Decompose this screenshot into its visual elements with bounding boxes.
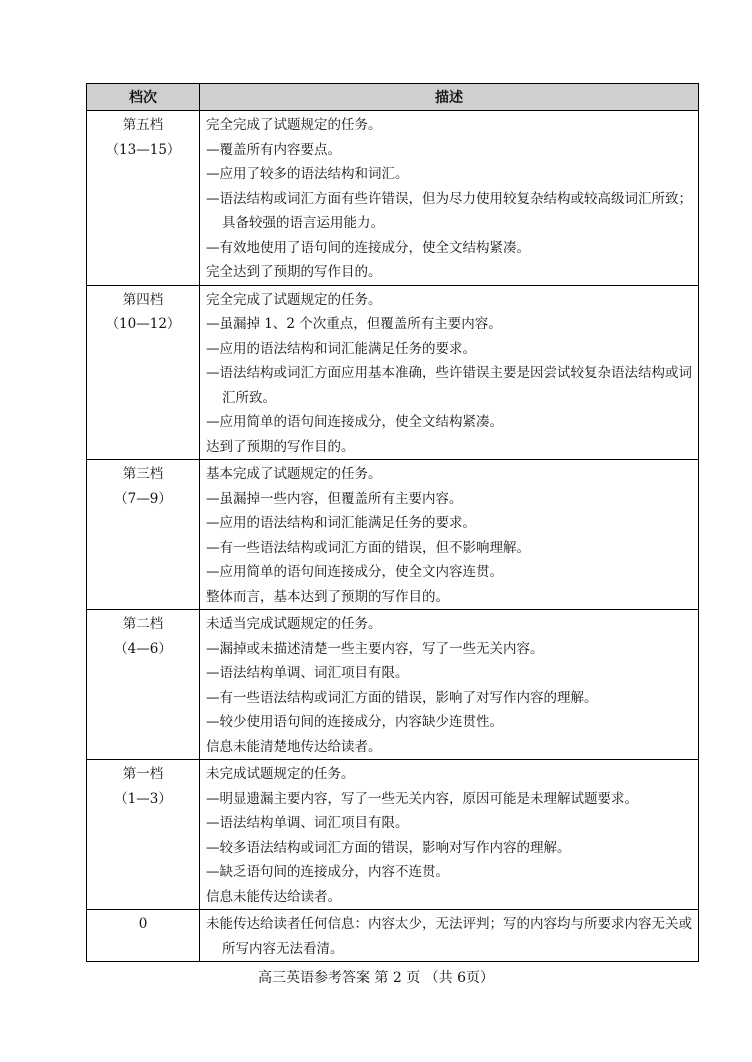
criterion-line: —应用简单的语句间连接成分，使全文结构紧凑。 [206, 414, 503, 430]
criterion-line: —应用的语法结构和词汇能满足任务的要求。 [206, 515, 476, 531]
grade-level: 第二档 [122, 616, 164, 632]
description-cell [200, 760, 699, 910]
criterion-line: —覆盖所有内容要点。 [206, 141, 341, 158]
score-range: （1—3） [114, 790, 172, 807]
criterion-line: —虽漏掉 1、2 个次重点，但覆盖所有主要内容。 [206, 316, 502, 332]
grade-cell [87, 285, 200, 460]
header-row [87, 84, 699, 111]
criterion-line: 完全达到了预期的写作目的。 [206, 264, 382, 280]
description-cell [200, 285, 699, 460]
grade-cell [87, 460, 200, 610]
criterion-line: 完全完成了试题规定的任务。 [206, 117, 382, 133]
grade-level: 0 [138, 916, 148, 932]
rubric-sheet [86, 83, 698, 962]
description-cell [200, 910, 699, 962]
criterion-line: —虽漏掉一些内容，但覆盖所有主要内容。 [206, 490, 463, 507]
page-footer: 高三英语参考答案 第 2 页 （共 6页） [257, 970, 495, 986]
grade-cell [87, 610, 200, 760]
criterion-line: —语法结构单调、词汇项目有限。 [206, 815, 409, 831]
table-row [87, 910, 699, 962]
score-range: （13—15） [105, 141, 181, 158]
criterion-line: —有一些语法结构或词汇方面的错误，但不影响理解。 [206, 539, 530, 556]
criterion-line: —语法结构或词汇方面有些许错误，但为尽力使用较复杂结构或较高级词汇所致；具备较强的语言运用能力。 [206, 190, 692, 231]
criterion-line: —应用简单的语句间连接成分，使全文内容连贯。 [206, 564, 503, 580]
criterion-line: 完全完成了试题规定的任务。 [206, 291, 382, 308]
grade-level: 第一档 [122, 766, 164, 782]
rubric-body [87, 111, 699, 962]
criterion-line: —应用的语法结构和词汇能满足任务的要求。 [206, 340, 476, 357]
criterion-line: —漏掉或未描述清楚一些主要内容，写了一些无关内容。 [206, 640, 544, 657]
criterion-line: —有效地使用了语句间的连接成分，使全文结构紧凑。 [206, 239, 530, 256]
score-range: （10—12） [105, 316, 181, 332]
criterion-line: 未能传达给读者任何信息：内容太少，无法评判；写的内容均与所要求内容无关或所写内容无法看清。 [206, 916, 692, 957]
description-cell [200, 111, 699, 286]
score-range: （7—9） [114, 490, 172, 507]
grade-level: 第五档 [122, 117, 164, 133]
scoring-rubric-table [86, 83, 699, 962]
criterion-line: 未完成试题规定的任务。 [206, 766, 355, 782]
criterion-line: —语法结构单调、词汇项目有限。 [206, 665, 409, 681]
criterion-line: 信息未能传达给读者。 [206, 888, 341, 905]
grade-cell [87, 910, 200, 962]
score-range: （4—6） [114, 640, 172, 657]
header-grade: 档次 [87, 84, 200, 111]
criterion-line: 基本完成了试题规定的任务。 [206, 466, 382, 482]
criterion-line: —较多语法结构或词汇方面的错误，影响对写作内容的理解。 [206, 839, 571, 856]
grade-cell [87, 760, 200, 910]
criterion-line: —较少使用语句间的连接成分，内容缺少连贯性。 [206, 714, 503, 730]
description-cell [200, 460, 699, 610]
grade-cell [87, 111, 200, 286]
grade-level: 第三档 [122, 466, 164, 482]
criterion-line: 未适当完成试题规定的任务。 [206, 616, 382, 632]
criterion-line: 信息未能清楚地传达给读者。 [206, 738, 382, 755]
description-cell [200, 610, 699, 760]
header-description: 描述 [200, 84, 699, 111]
criterion-line: —语法结构或词汇方面应用基本准确，些许错误主要是因尝试较复杂语法结构或词汇所致。 [206, 365, 692, 406]
criterion-line: 整体而言，基本达到了预期的写作目的。 [206, 588, 449, 605]
grade-level: 第四档 [122, 291, 164, 308]
criterion-line: 达到了预期的写作目的。 [206, 438, 355, 455]
table-row [87, 111, 699, 286]
table-row [87, 610, 699, 760]
table-row [87, 760, 699, 910]
table-row [87, 285, 699, 460]
criterion-line: —明显遗漏主要内容，写了一些无关内容，原因可能是未理解试题要求。 [206, 790, 638, 807]
table-row [87, 460, 699, 610]
criterion-line: —有一些语法结构或词汇方面的错误，影响了对写作内容的理解。 [206, 689, 598, 706]
criterion-line: —缺乏语句间的连接成分，内容不连贯。 [206, 864, 449, 880]
criterion-line: —应用了较多的语法结构和词汇。 [206, 166, 409, 182]
